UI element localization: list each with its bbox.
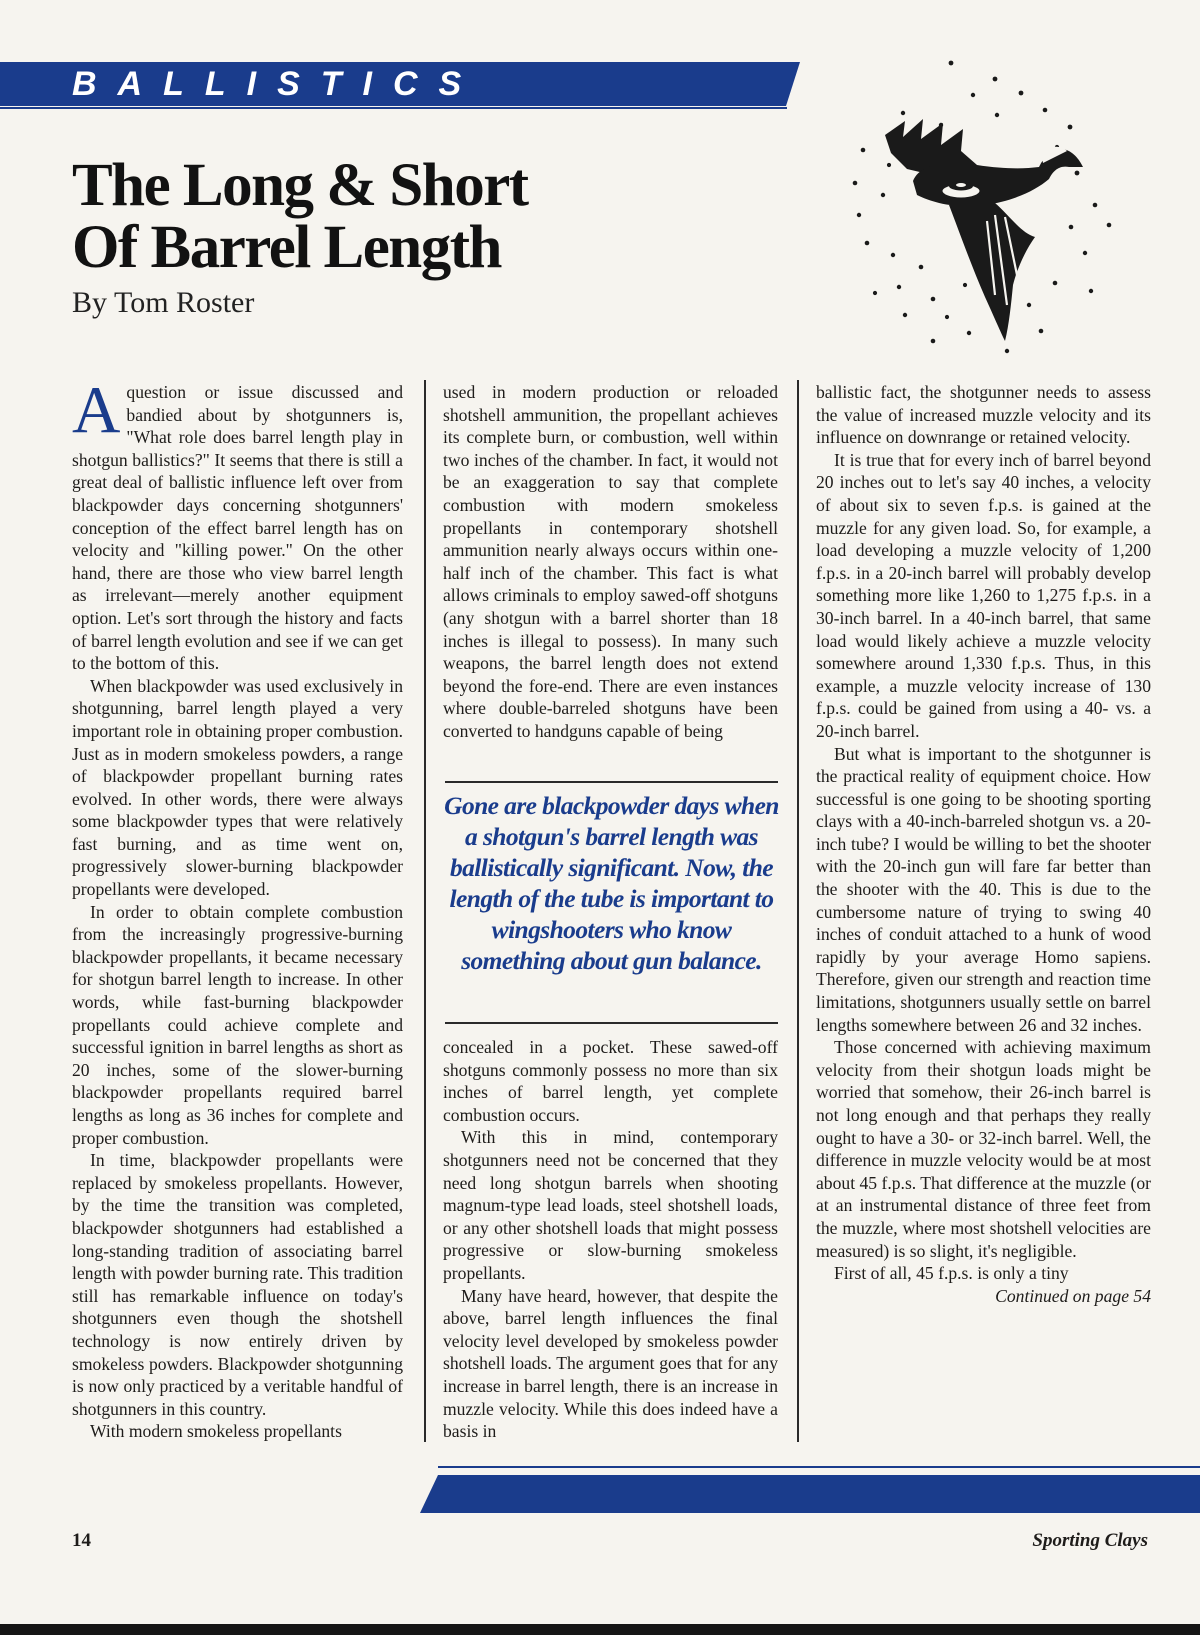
- goose-and-clay-target-icon: [845, 55, 1125, 355]
- paragraph: Those concerned with achieving maximum velocity from their shotgun loads might be worried that somehow, their 26-inch barrel is not long enough and that perhaps they really ought to have a 30- or 32-inch barrel. Well, the difference in muzzle velocity would be at most about 45 f.p.s. That difference at the muzzle (or at an instrumental distance of three feet from the muzzle, where most shotshell velocities are measured) is so slight, it's negligible.: [816, 1037, 1151, 1261]
- page-number: 14: [72, 1530, 91, 1551]
- paragraph: [72, 373, 403, 675]
- paragraph: With this in mind, contemporary shotgunners need not be concerned that they need long shotgun barrels when shooting magnum-type lead loads, steel shotshell loads, or any other shotshell loads that might possess progressive or slow-burning smokeless propellants.: [443, 1127, 778, 1283]
- paragraph-text: question or issue discussed and bandied about by shotgunners is, "What role does barrel length play in shotgun ballistics?" It seems that there is still a great deal of ballistic influence left over from blackpowder days concerning shotgunners' conception of the effect barrel length has on velocity and "killing power." On the other hand, there are those who view barrel length as irrelevant—merely another equipment option. Let's sort through the history and facts of barrel length evolution and see if we can get to the bottom of this.: [72, 382, 403, 674]
- banner-rule: [0, 107, 787, 109]
- paragraph: In time, blackpowder propellants were replaced by smokeless propellants. However, by the time the transition was completed, blackpowder shotgunners had established a long-standing tradition of associating barrel length with powder burning rate. This tradition still has remarkable influence on today's shotgunners even though the shotshell technology is now entirely driven by smokeless powders. Blackpowder shotgunning is now only practiced by a veritable handful of shotgunners in this country.: [72, 1150, 403, 1419]
- byline: By Tom Roster: [72, 286, 255, 319]
- drop-cap: A: [72, 373, 121, 447]
- article-column-2-bottom: [443, 1036, 778, 1443]
- paragraph: When blackpowder was used exclusively in shotgunning, barrel length played a very important role in obtaining proper combustion. Just as in modern smokeless powders, a range of blackpowder propellant burning rates evolved. In other words, there were always some blackpowder types that were relatively fast burning, and as time went on, progressively slower-burning blackpowder propellants were developed.: [72, 675, 403, 900]
- title-line-1: The Long & Short: [72, 152, 528, 219]
- paragraph: First of all, 45 f.p.s. is only a tiny: [834, 1263, 1069, 1284]
- paragraph: ballistic fact, the shotgunner needs to assess the value of increased muzzle velocity and its influence on downrange or retained velocity.: [816, 382, 1151, 448]
- article-column-3: [816, 381, 1151, 1307]
- pull-quote-rule-bottom: [445, 1022, 778, 1024]
- article-title: [72, 152, 832, 281]
- paragraph: Many have heard, however, that despite the above, barrel length influences the final velocity level developed by smokeless powder shotshell loads. The argument goes that for any increase in barrel length, there is an increase in muzzle velocity. While this does indeed have a basis in: [443, 1285, 778, 1442]
- title-line-2: Of Barrel Length: [72, 214, 501, 281]
- article-column-1: [72, 373, 403, 1443]
- page-edge: [0, 1624, 1200, 1635]
- footer-banner: [420, 1465, 1200, 1513]
- article-column-2-top: [443, 381, 778, 743]
- paragraph: In order to obtain complete combustion from the increasingly progressive-burning blackpowder propellants, it became necessary for shotgun barrel length to increase. In other words, while fast-burning blackpowder propellants could achieve complete and successful ignition in barrel lengths as short as 20 inches, some of the slower-burning blackpowder propellants required barrel lengths as long as 36 inches for complete and proper combustion.: [72, 901, 403, 1148]
- section-label: BALLISTICS: [72, 65, 483, 103]
- paragraph: With modern smokeless propellants: [90, 1421, 342, 1442]
- magazine-name: Sporting Clays: [1032, 1530, 1148, 1551]
- column-divider-1: [424, 380, 426, 1442]
- pull-quote: Gone are blackpowder days when a shotgun's barrel length was ballistically significant. Now, the length of the tube is important to wingshooters who know something about gun balance.: [444, 791, 779, 975]
- pull-quote-rule-top: [445, 781, 778, 783]
- paragraph: used in modern production or reloaded shotshell ammunition, the propellant achieves its complete burn, or combustion, well within two inches of the chamber. In fact, it would not be an exaggeration to say that complete combustion with modern smokeless propellants in contemporary shotshell ammunition nearly always occurs within one-half inch of the chamber. This fact is what allows criminals to employ sawed-off shotguns (any shotgun with a barrel shorter than 18 inches is illegal to possess). In many such weapons, the barrel length does not extend beyond the fore-end. There are even instances where double-barreled shotguns have been converted to handguns capable of being: [443, 382, 778, 741]
- column-divider-2: [797, 380, 799, 1442]
- paragraph: It is true that for every inch of barrel beyond 20 inches out to let's say 40 inches, a velocity of about six to seven f.p.s. is gained at the muzzle for any given load. So, for example, a load developing a muzzle velocity of 1,200 f.p.s. in a 20-inch barrel will probably develop something more like 1,260 to 1,275 f.p.s. in a 30-inch barrel. In a 40-inch barrel, that same load would likely achieve a muzzle velocity somewhere around 1,330 f.p.s. Thus, in this example, a muzzle velocity increase of 130 f.p.s. could be gained from using a 40- vs. a 20-inch barrel.: [816, 449, 1151, 741]
- paragraph: concealed in a pocket. These sawed-off shotguns commonly possess no more than six inches of barrel length, yet complete combustion occurs.: [443, 1037, 778, 1125]
- paragraph: But what is important to the shotgunner is the practical reality of equipment choice. How successful is one going to be shooting sporting clays with a 40-inch-barreled shotgun vs. a 20-inch tube? I would be willing to bet the shooter with the 20-inch gun will fare far better than the shooter with the 40. This is due to the cumbersome nature of trying to swing 40 inches of conduit attached to a hunk of wood rapidly by your average Homo sapiens. Therefore, given our strength and reaction time limitations, shotgunners usually settle on barrel lengths somewhere between 26 and 32 inches.: [816, 743, 1151, 1035]
- continued-note: Continued on page 54: [995, 1285, 1151, 1306]
